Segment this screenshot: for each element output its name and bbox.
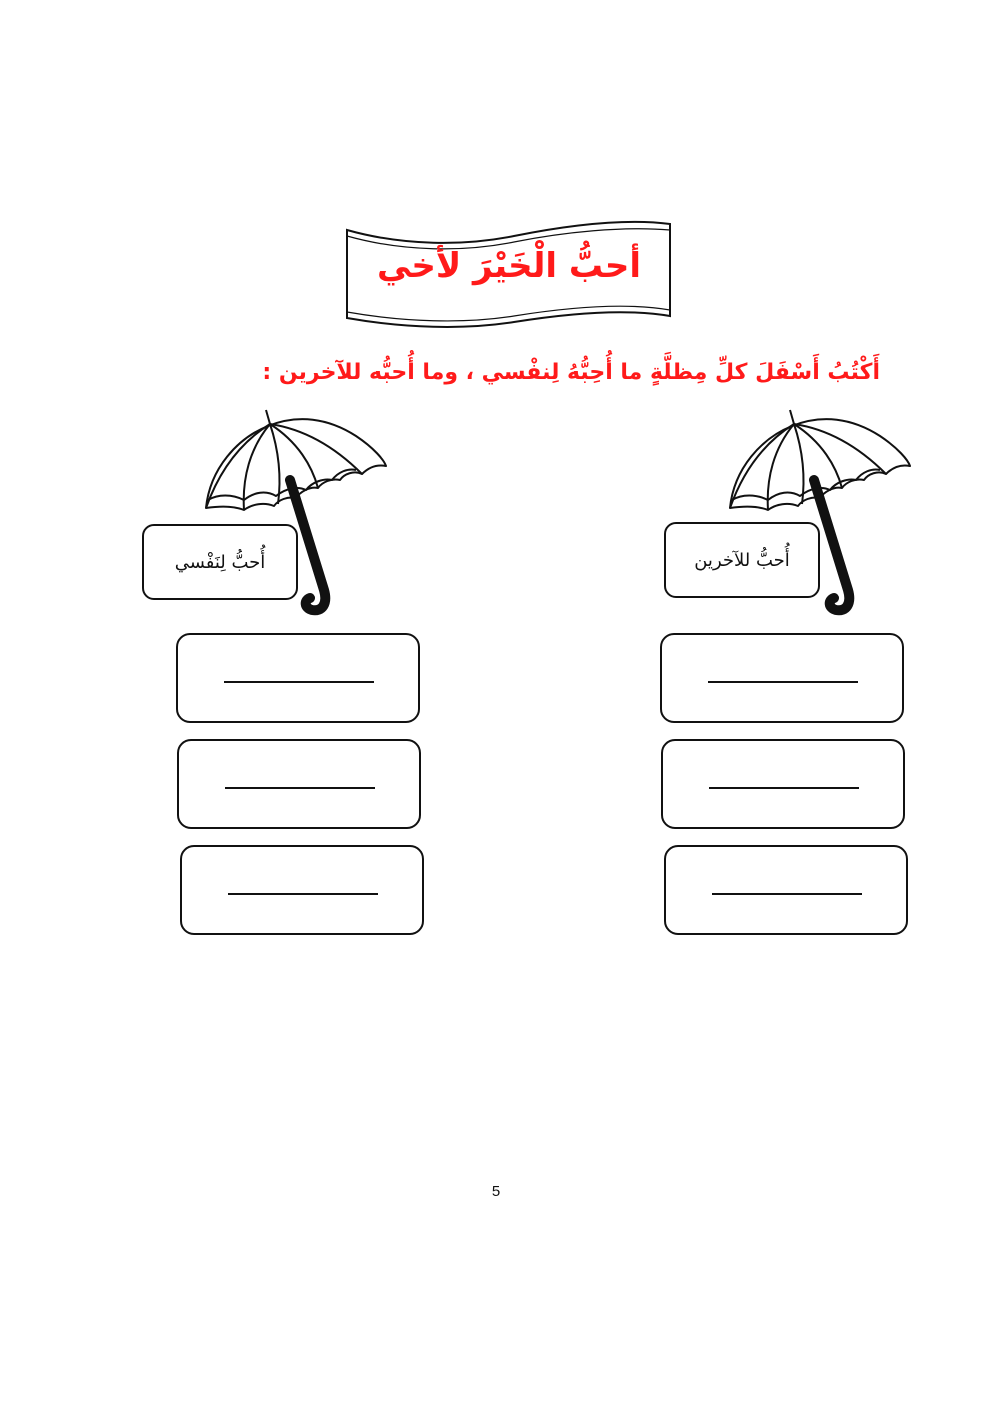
write-line [224, 681, 374, 683]
answer-box-myself-2[interactable] [177, 739, 421, 829]
answer-box-others-1[interactable] [660, 633, 904, 723]
answer-box-others-3[interactable] [664, 845, 908, 935]
instruction-text: أَكْتُبُ أَسْفَلَ كلِّ مِظلَّةٍ ما أُحِبُّهُ لِنفْسي ، وما أُحبُّه للآخرين : [262, 360, 880, 385]
write-line [228, 893, 378, 895]
label-for-myself: أُحبُّ لِنَفْسي [142, 524, 298, 600]
answer-box-others-2[interactable] [661, 739, 905, 829]
answer-box-myself-1[interactable] [176, 633, 420, 723]
write-line [712, 893, 862, 895]
write-line [709, 787, 859, 789]
title-banner [344, 216, 674, 332]
page-number: 5 [491, 1183, 501, 1200]
write-line [225, 787, 375, 789]
label-for-others: أُحبُّ للآخرين [664, 522, 820, 598]
page-title: أحبُّ الْخَيْرَ لأخي [377, 246, 641, 286]
write-line [708, 681, 858, 683]
answer-box-myself-3[interactable] [180, 845, 424, 935]
